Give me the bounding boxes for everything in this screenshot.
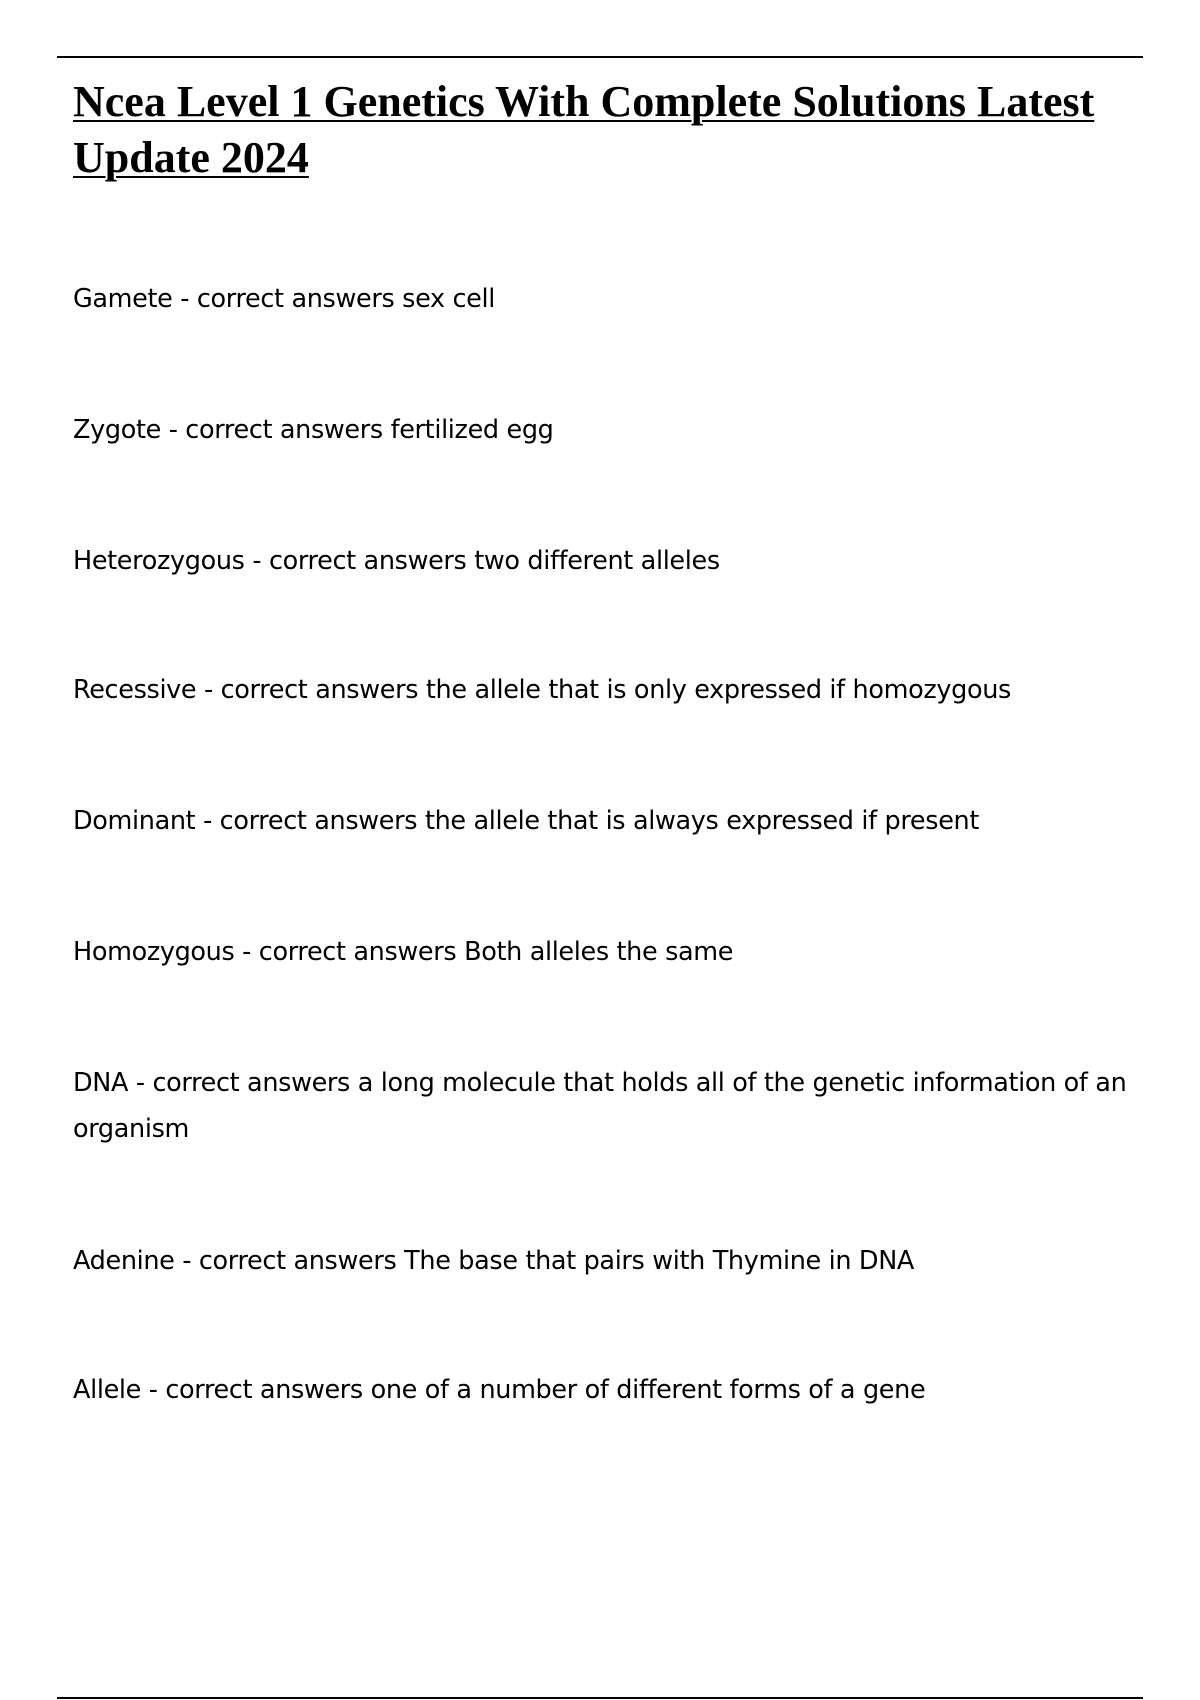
definition-gamete: Gamete - correct answers sex cell bbox=[73, 284, 495, 314]
definition-adenine: Adenine - correct answers The base that pairs with Thymine in DNA bbox=[73, 1246, 915, 1276]
document-title: Ncea Level 1 Genetics With Complete Solutions Latest Update 2024 bbox=[73, 77, 1095, 182]
definition-recessive: Recessive - correct answers the allele that is only expressed if homozygous bbox=[73, 675, 1011, 705]
bottom-divider bbox=[57, 1697, 1143, 1699]
definition-zygote: Zygote - correct answers fertilized egg bbox=[73, 415, 554, 445]
definition-dna: DNA - correct answers a long molecule that holds all of the genetic information of an organism bbox=[73, 1068, 1127, 1144]
definition-dominant: Dominant - correct answers the allele that is always expressed if present bbox=[73, 806, 979, 836]
definition-homozygous: Homozygous - correct answers Both alleles the same bbox=[73, 937, 734, 967]
definition-heterozygous: Heterozygous - correct answers two different alleles bbox=[73, 546, 720, 576]
top-divider bbox=[57, 56, 1143, 58]
definition-allele: Allele - correct answers one of a number of different forms of a gene bbox=[73, 1375, 926, 1405]
